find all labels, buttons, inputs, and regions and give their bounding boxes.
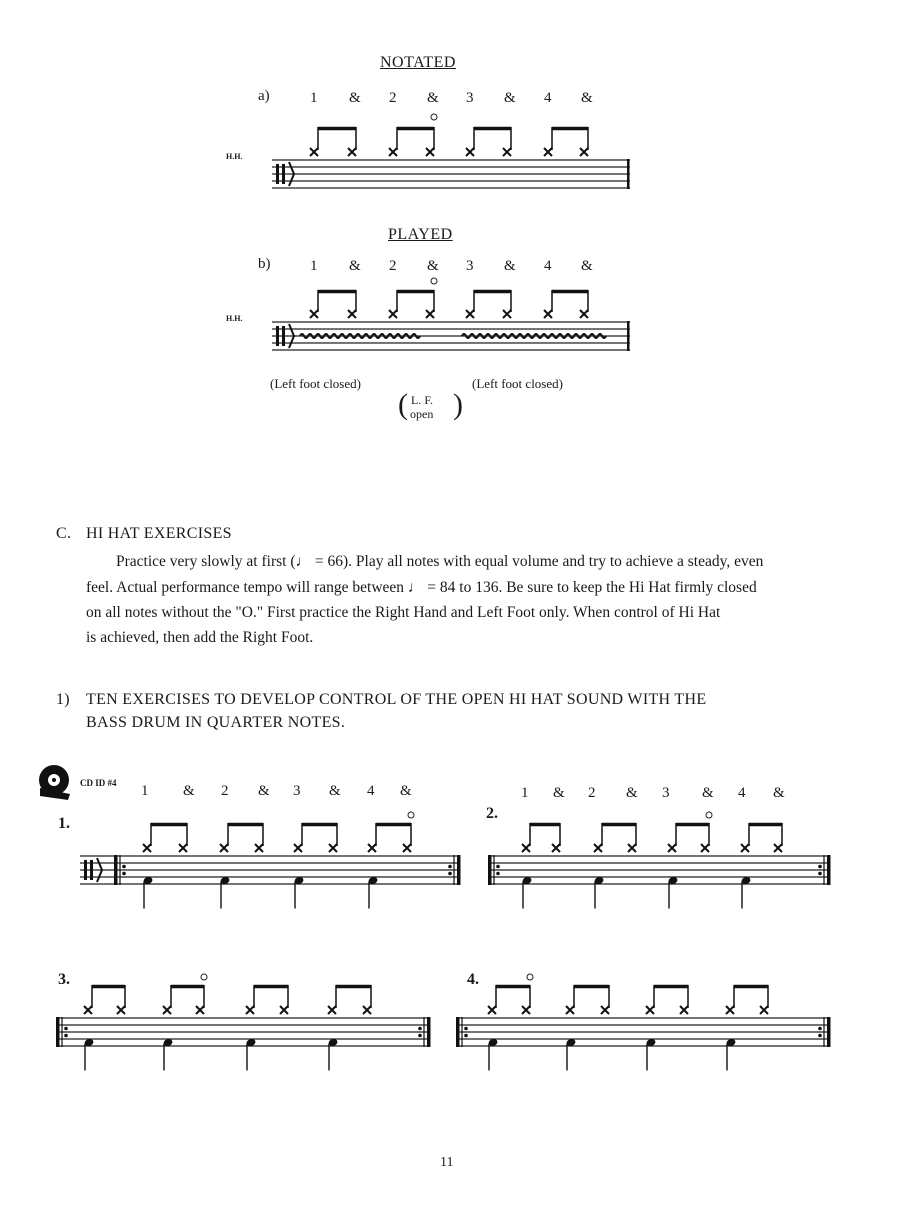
hi-hat-x-notehead [84, 1006, 92, 1014]
hi-hat-x-notehead [522, 844, 530, 852]
count: & [553, 785, 565, 801]
repeat-dot [448, 872, 452, 876]
hi-hat-x-notehead [255, 844, 263, 852]
hi-hat-x-notehead [329, 844, 337, 852]
repeat-dot [64, 1027, 68, 1031]
hi-hat-x-notehead [220, 844, 228, 852]
count: & [427, 258, 439, 274]
repeat-thick-bar [427, 1017, 431, 1047]
played-heading: PLAYED [388, 226, 453, 243]
example-a-label: a) [258, 88, 270, 104]
hi-hat-x-notehead [774, 844, 782, 852]
repeat-dot [818, 872, 822, 876]
count: 2 [588, 785, 596, 801]
hi-hat-x-notehead [488, 1006, 496, 1014]
repeat-dot [818, 1034, 822, 1038]
repeat-thick-bar [456, 1017, 460, 1047]
open-label: open [410, 407, 434, 421]
hi-hat-x-notehead [280, 1006, 288, 1014]
count: 3 [293, 783, 301, 799]
open-hi-hat-mark [527, 974, 533, 980]
exercise-1-number: 1. [58, 815, 70, 832]
repeat-dot [448, 865, 452, 869]
paren-open-glyph: ( [398, 388, 408, 421]
count: 1 [521, 785, 529, 801]
count: & [329, 783, 341, 799]
count: 3 [466, 90, 474, 106]
hi-hat-x-notehead [196, 1006, 204, 1014]
count: & [626, 785, 638, 801]
repeat-dot [418, 1027, 422, 1031]
hi-hat-x-notehead [726, 1006, 734, 1014]
open-hi-hat-mark [201, 974, 207, 980]
subsection-title-line-2: BASS DRUM IN QUARTER NOTES. [86, 714, 346, 731]
hi-hat-x-notehead [668, 844, 676, 852]
repeat-dot [496, 872, 500, 876]
repeat-thick-bar [488, 855, 492, 885]
paragraph-line-1: Practice very slowly at first (♩ = 66). Play all notes with equal volume and try to achieve a steady, even [116, 553, 764, 570]
count: 4 [367, 783, 375, 799]
hi-hat-x-notehead [179, 844, 187, 852]
subsection-number: 1) [56, 691, 70, 708]
count: & [702, 785, 714, 801]
example-b-label: b) [258, 256, 271, 272]
percussion-clef-bar [90, 860, 93, 880]
hi-hat-x-notehead [403, 844, 411, 852]
count: 3 [662, 785, 670, 801]
cd-track-label: CD ID #4 [80, 778, 117, 788]
left-foot-closed-note-2: (Left foot closed) [472, 376, 563, 391]
hi-hat-x-notehead [368, 844, 376, 852]
hi-hat-x-notehead [294, 844, 302, 852]
count: 4 [738, 785, 746, 801]
section-title: HI HAT EXERCISES [86, 525, 232, 542]
repeat-thick-bar [827, 1017, 831, 1047]
repeat-thick-bar [114, 855, 118, 885]
hi-hat-x-notehead [566, 1006, 574, 1014]
hi-hat-x-notehead [594, 844, 602, 852]
count: 2 [221, 783, 229, 799]
count: & [400, 783, 412, 799]
count: & [773, 785, 785, 801]
exercise-4-number: 4. [467, 971, 479, 988]
count: & [504, 90, 516, 106]
repeat-thick-bar [457, 855, 461, 885]
open-hi-hat-mark [408, 812, 414, 818]
paragraph-line-3: on all notes without the "O." First practice the Right Hand and Left Foot only. When control of Hi Hat [86, 604, 721, 621]
hi-hat-x-notehead [363, 1006, 371, 1014]
hi-hat-x-notehead [741, 844, 749, 852]
count: 4 [544, 258, 552, 274]
count: & [427, 90, 439, 106]
hi-hat-x-notehead [760, 1006, 768, 1014]
left-foot-closed-note-1: (Left foot closed) [270, 376, 361, 391]
count: & [183, 783, 195, 799]
repeat-dot [122, 872, 126, 876]
exercise-2-number: 2. [486, 805, 498, 822]
percussion-clef-bar [84, 860, 87, 880]
hi-hat-x-notehead [601, 1006, 609, 1014]
exercise-3-number: 3. [58, 971, 70, 988]
repeat-dot [464, 1027, 468, 1031]
repeat-thick-bar [56, 1017, 60, 1047]
paren-close-glyph: ) [453, 388, 463, 421]
paragraph-line-4: is achieved, then add the Right Foot. [86, 629, 314, 646]
repeat-dot [122, 865, 126, 869]
repeat-dot [818, 1027, 822, 1031]
repeat-dot [418, 1034, 422, 1038]
open-hi-hat-mark [706, 812, 712, 818]
repeat-dot [496, 865, 500, 869]
count: 2 [389, 90, 397, 106]
count: & [258, 783, 270, 799]
count: 1 [310, 258, 318, 274]
hi-hat-label-b: H.H. [226, 314, 243, 323]
hi-hat-x-notehead [628, 844, 636, 852]
count: & [349, 258, 361, 274]
count: 3 [466, 258, 474, 274]
hi-hat-x-notehead [163, 1006, 171, 1014]
subsection-title-line-1: TEN EXERCISES TO DEVELOP CONTROL OF THE OPEN HI HAT SOUND WITH THE [86, 691, 707, 708]
count: 1 [310, 90, 318, 106]
count: & [504, 258, 516, 274]
page-number: 11 [440, 1155, 454, 1170]
count: & [349, 90, 361, 106]
hi-hat-x-notehead [552, 844, 560, 852]
hi-hat-x-notehead [680, 1006, 688, 1014]
count: 1 [141, 783, 149, 799]
count: 2 [389, 258, 397, 274]
hi-hat-label-a: H.H. [226, 152, 243, 161]
hi-hat-x-notehead [522, 1006, 530, 1014]
hi-hat-x-notehead [701, 844, 709, 852]
lf-label: L. F. [411, 393, 434, 407]
hi-hat-x-notehead [117, 1006, 125, 1014]
repeat-dot [64, 1034, 68, 1038]
hi-hat-x-notehead [646, 1006, 654, 1014]
count: & [581, 258, 593, 274]
paragraph-line-2: feel. Actual performance tempo will range between ♩ = 84 to 136. Be sure to keep the Hi Hat firmly closed [86, 579, 757, 596]
hi-hat-x-notehead [143, 844, 151, 852]
repeat-thick-bar [827, 855, 831, 885]
repeat-dot [818, 865, 822, 869]
hi-hat-x-notehead [328, 1006, 336, 1014]
repeat-dot [464, 1034, 468, 1038]
count: 4 [544, 90, 552, 106]
hi-hat-x-notehead [246, 1006, 254, 1014]
count: & [581, 90, 593, 106]
notated-heading: NOTATED [380, 54, 456, 71]
section-letter: C. [56, 525, 72, 542]
